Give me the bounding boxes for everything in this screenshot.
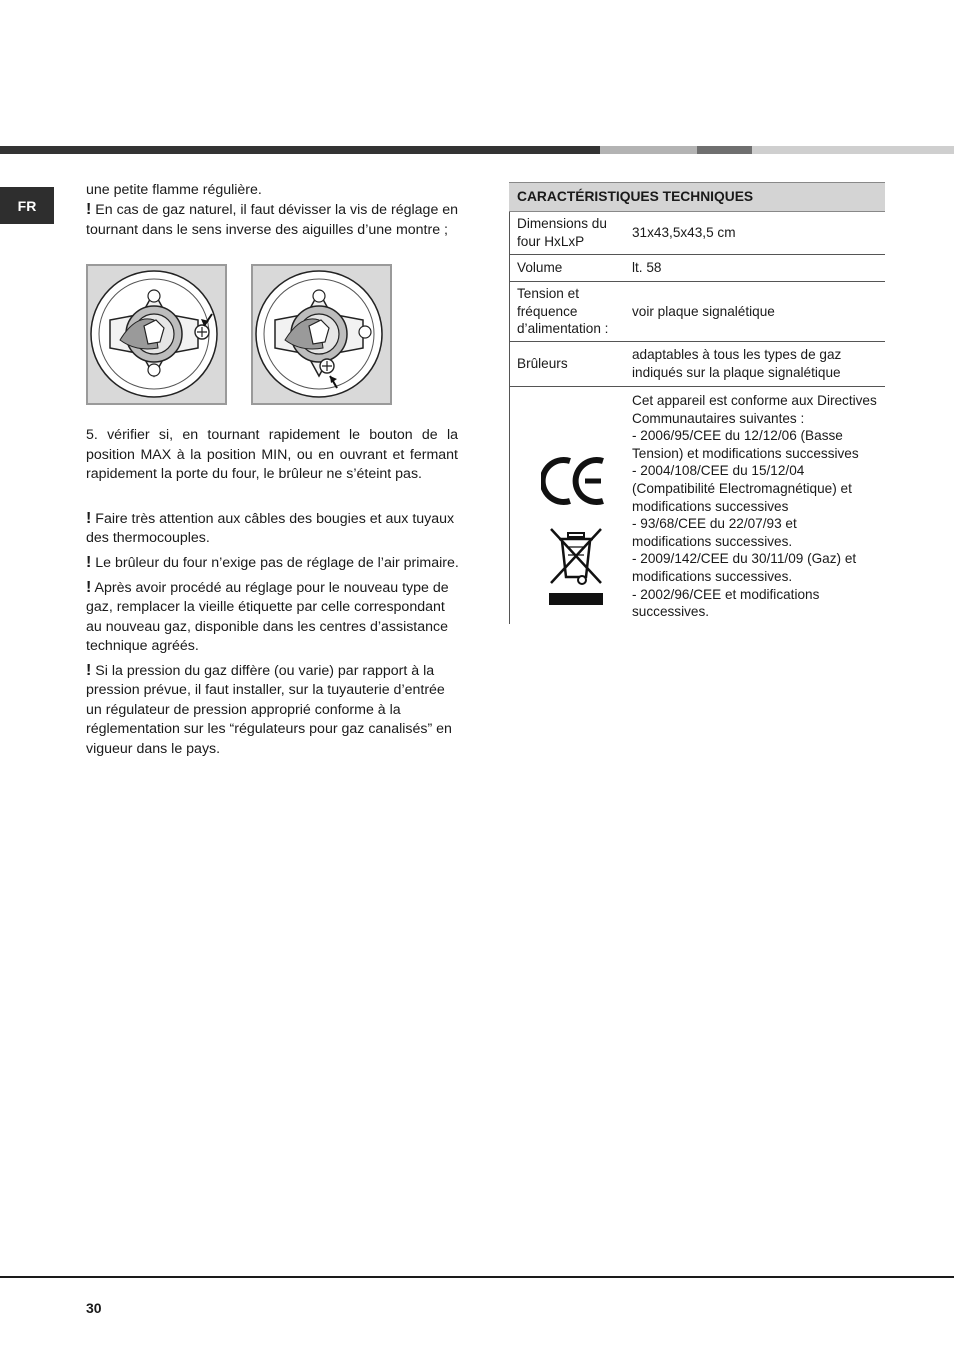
note-text: Le brûleur du four n’exige pas de réglage de l’air primaire. <box>95 555 459 572</box>
warning-mark: ! <box>86 201 92 219</box>
note-text: Après avoir procédé au réglage pour le nouveau type de gaz, remplacer la vieille étiquette par celle correspondant au nouveau gaz, disponible dans les centres d’assistance technique agréés. <box>86 580 449 655</box>
technical-specifications-table <box>509 182 885 623</box>
row-value: 31x43,5x43,5 cm <box>624 212 885 255</box>
row-label: Tension et fréquence d’alimentation : <box>509 282 624 342</box>
intro-text <box>86 181 464 240</box>
header-bar-light-segment-2 <box>752 146 954 154</box>
conformity-line: - 2002/96/CEE et modifications successives. <box>632 586 820 620</box>
table-row <box>509 282 885 342</box>
warning-mark: ! <box>86 510 92 527</box>
header-bar-light-segment <box>600 146 697 154</box>
burner-tap-diagram-2 <box>251 264 392 405</box>
row-value: adaptables à tous les types de gaz indiqués sur la plaque signalétique <box>624 342 885 387</box>
burner-tap-diagram-1 <box>86 264 227 405</box>
conformity-line: - 2009/142/CEE du 30/11/09 (Gaz) et modifications successives. <box>632 551 857 584</box>
note-cables <box>86 509 464 549</box>
header-bar-mid-segment <box>697 146 752 154</box>
row-value: lt. 58 <box>624 255 885 282</box>
step-5-text: 5. vérifier si, en tournant rapidement le bouton de la position MAX à la position MIN, ou en ouvrant et fermant rapidement la porte du four, le brûleur ne s’éteint pas. <box>86 427 458 482</box>
tap-screw-illustration-2 <box>253 266 390 403</box>
row-label: Brûleurs <box>509 342 624 387</box>
note-text: Si la pression du gaz diffère (ou varie) par rapport à la pression prévue, il faut installer, sur la tuyauterie d’entrée un régulateur de pression approprié conforme à la réglementation sur les “régulateurs pour gaz canalisés” en vigueur dans le pays. <box>86 663 452 757</box>
gas-note-text: En cas de gaz naturel, il faut dévisser la vis de réglage en tournant dans le sens inverse des aiguilles d’une montre ; <box>86 202 459 238</box>
table-row <box>509 212 885 255</box>
safety-notes <box>86 509 464 763</box>
conformity-row <box>509 387 885 623</box>
ce-mark-icon <box>541 455 607 507</box>
header-color-bar <box>0 146 954 154</box>
gas-note <box>86 200 464 240</box>
language-tab: FR <box>0 187 54 224</box>
note-label-replacement <box>86 578 464 657</box>
row-label: Dimensions du four HxLxP <box>509 212 624 255</box>
conformity-line: - 2006/95/CEE du 12/12/06 (Basse Tension) et modifications successives <box>632 428 859 461</box>
warning-mark: ! <box>86 554 92 572</box>
table-title: CARACTÉRISTIQUES TECHNIQUES <box>509 183 885 212</box>
table-row <box>509 342 885 387</box>
note-pressure-regulator <box>86 661 464 759</box>
note-text: Faire très attention aux câbles des bougies et aux tuyaux des thermocouples. <box>86 511 455 547</box>
warning-mark: ! <box>86 662 92 680</box>
conformity-line: - 93/68/CEE du 22/07/93 et modifications successives. <box>632 516 797 549</box>
page-number: 30 <box>86 1300 102 1316</box>
row-value: voir plaque signalétique <box>624 282 885 342</box>
intro-line: une petite flamme régulière. <box>86 182 262 198</box>
footer-rule <box>0 1276 954 1278</box>
weee-crossed-bin-icon <box>549 525 603 605</box>
conformity-line: Cet appareil est conforme aux Directives Communautaires suivantes : <box>632 393 877 426</box>
header-bar-dark-segment <box>0 146 600 154</box>
note-primary-air <box>86 553 464 573</box>
tap-screw-illustration-1 <box>88 266 225 403</box>
table-row <box>509 255 885 282</box>
conformity-text <box>624 387 885 623</box>
adjustment-diagrams <box>86 264 396 405</box>
certification-marks-cell <box>509 387 624 623</box>
conformity-line: - 2004/108/CEE du 15/12/04 (Compatibilité Electromagnétique) et modifications successives <box>632 463 852 514</box>
row-label: Volume <box>509 255 624 282</box>
warning-mark: ! <box>86 579 92 596</box>
